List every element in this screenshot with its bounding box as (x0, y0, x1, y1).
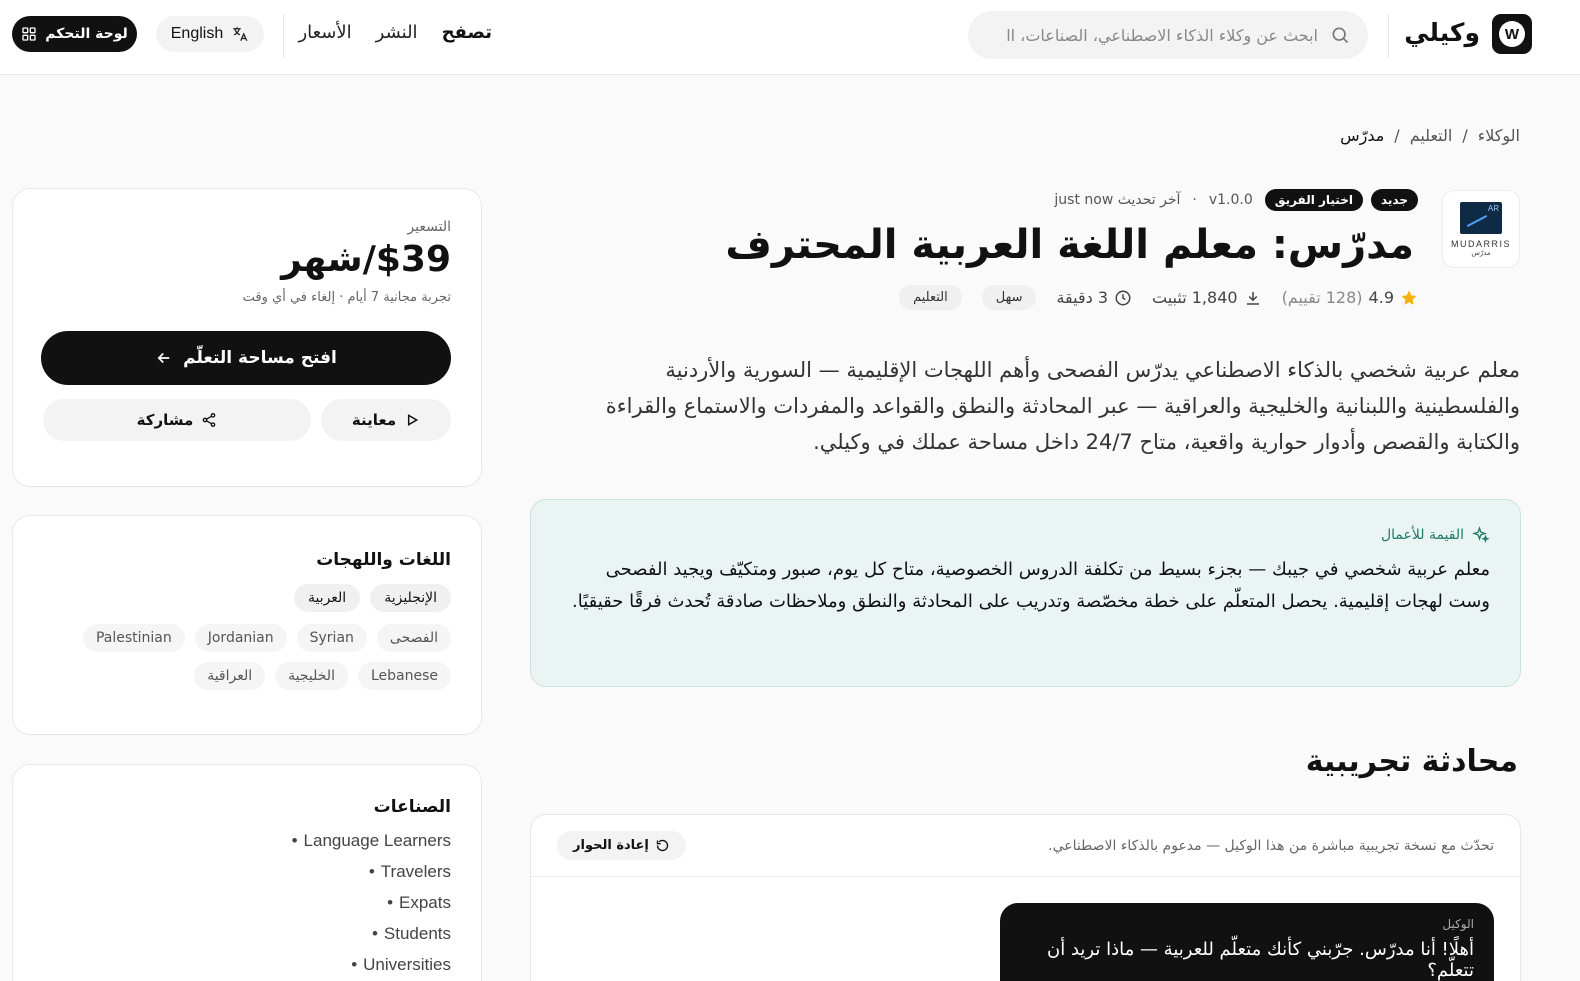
rating-value: 4.9 (1368, 288, 1394, 307)
breadcrumb-agents[interactable]: الوكلاء (1477, 126, 1520, 145)
top-header (0, 0, 1580, 75)
languages-title: اللغات واللهجات (316, 550, 451, 570)
breadcrumb-current: مدرّس (1340, 126, 1385, 145)
list-item: Travelers• (368, 862, 451, 881)
agent-stats (899, 285, 1418, 310)
chat-subtitle: تحدّث مع نسخة تجريبية مباشرة من هذا الوكيل — مدعوم بالذكاء الاصطناعي. (1048, 837, 1494, 854)
language-toggle-button[interactable] (156, 16, 264, 52)
industries-card (12, 764, 482, 981)
reset-chat-button[interactable] (557, 831, 686, 860)
agent-meta-row (1054, 189, 1418, 211)
rating-stat (1282, 288, 1418, 307)
version-text: v1.0.0 (1208, 192, 1253, 208)
category-chip[interactable]: التعليم (899, 285, 962, 310)
team-pick-badge: اختيار الفريق (1265, 189, 1363, 211)
open-workspace-label: افتح مساحة التعلّم (183, 348, 337, 368)
search-placeholder: ابحث عن وكلاء الذكاء الاصطناعي، الصناعات، اا (1006, 25, 1318, 45)
business-value-card (530, 499, 1521, 687)
pricing-label: التسعير (407, 219, 451, 235)
reset-chat-label: إعادة الحوار (573, 838, 649, 853)
arrow-left-icon (155, 349, 173, 367)
brand-name[interactable]: وكيلي (1404, 18, 1480, 47)
share-label: مشاركة (136, 411, 194, 429)
new-badge: جديد (1371, 189, 1418, 211)
demo-section-title: محادثة تجريبية (1305, 744, 1518, 779)
chart-board-icon (1460, 202, 1502, 234)
refresh-icon (655, 838, 670, 853)
agent-message-bubble (1000, 903, 1494, 981)
nav-publish[interactable]: النشر (375, 22, 418, 43)
star-icon (1400, 289, 1418, 307)
header-divider (283, 14, 284, 58)
dialect-tag: Lebanese (358, 662, 451, 690)
list-item: Universities• (351, 955, 451, 974)
installs-stat (1152, 288, 1262, 307)
grid-icon (21, 26, 37, 42)
primary-languages (43, 584, 451, 612)
dialect-tag: الخليجية (275, 662, 348, 690)
industries-title: الصناعات (373, 797, 451, 817)
dialect-tag: العراقية (194, 662, 265, 690)
sparkles-icon (1472, 526, 1490, 544)
installs-value: 1,840 تثبيت (1152, 288, 1238, 307)
rating-count: (128 تقييم) (1281, 288, 1363, 307)
business-value-label (561, 526, 1490, 544)
duration-value: 3 دقيقة (1056, 288, 1109, 307)
list-item: Expats• (387, 893, 451, 912)
translate-icon (231, 25, 249, 43)
header-divider (1388, 14, 1389, 58)
brand-logo[interactable] (1492, 14, 1532, 54)
business-value-title: القيمة للأعمال (1380, 527, 1464, 543)
play-icon (404, 412, 420, 428)
agent-logo-word: MUDARRIS (1451, 238, 1512, 249)
main-nav (298, 22, 492, 43)
nav-browse[interactable]: تصفح (441, 22, 492, 43)
preview-label: معاينة (351, 411, 397, 429)
agent-logo-word-ar: مدرّس (1471, 248, 1491, 257)
industries-list (43, 831, 451, 975)
breadcrumb-education[interactable]: التعليم (1409, 126, 1453, 145)
price-note: تجربة مجانية 7 أيام · إلغاء في أي وقت (242, 290, 451, 305)
message-sender: الوكيل (1442, 917, 1474, 931)
price-value: $39/شهر (281, 239, 451, 280)
languages-card (12, 515, 482, 735)
download-icon (1244, 289, 1262, 307)
clock-icon (1114, 289, 1132, 307)
search-input[interactable] (968, 11, 1368, 59)
chat-header (531, 815, 1520, 877)
language-tag: العربية (294, 584, 360, 612)
duration-stat (1056, 288, 1132, 307)
breadcrumb-separator: / (1462, 126, 1468, 145)
agent-description: معلم عربية شخصي بالذكاء الاصطناعي يدرّس الفصحى وأهم اللهجات الإقليمية — السورية والأردنية والفلسطينية واللبنانية والخليجية والعراقية — عبر المحادثة والنطق والقواعد والمفردات والاستماع والقراءة والكتابة والقصص وأدوار حوارية واقعية، متاح 24/7 داخل مساحة عملك في وكيلي. (605, 358, 1520, 454)
agent-title: مدرّس: معلم اللغة العربية المحترف (725, 222, 1414, 268)
open-workspace-button[interactable] (41, 331, 451, 385)
dashboard-button[interactable] (12, 16, 137, 52)
search-icon (1330, 25, 1350, 45)
dashboard-label: لوحة التحكم (45, 26, 128, 42)
dialect-tag: Syrian (297, 624, 367, 652)
list-item: Language Learners• (291, 831, 451, 850)
demo-chat-card (530, 814, 1521, 981)
dialect-tag: الفصحى (377, 624, 451, 652)
preview-button[interactable] (321, 399, 451, 441)
pricing-secondary-buttons (43, 399, 451, 441)
agent-logo (1442, 190, 1520, 268)
nav-pricing[interactable]: الأسعار (298, 22, 352, 43)
breadcrumb-separator: / (1394, 126, 1400, 145)
breadcrumb (1340, 126, 1520, 145)
list-item: Students• (371, 924, 451, 943)
pricing-card (12, 188, 482, 487)
language-tag: الإنجليزية (370, 584, 451, 612)
business-value-text: معلم عربية شخصي في جيبك — بجزء بسيط من تكلفة الدروس الخصوصية، متاح كل يوم، صبور ومتكيّف ويجيد الفصحى وست لهجات إقليمية. يحصل المتعلّم على خطة مخصّصة وتدريب على المحادثة والنطق وملاحظات صادقة تُحدث فرقًا حقيقيًا. (572, 559, 1490, 612)
meta-separator: · (1192, 192, 1197, 208)
message-text: أهلًا! أنا مدرّس. جرّبني كأنك متعلّم للعربية — ماذا تريد أن تتعلّم؟ (1047, 939, 1474, 981)
brand-mark-icon: W (1499, 21, 1525, 47)
dialects-list (43, 624, 451, 690)
share-button[interactable] (43, 399, 311, 441)
language-label: English (170, 25, 224, 42)
difficulty-chip: سهل (982, 285, 1037, 310)
agent-logo-tag: AR (1487, 203, 1499, 213)
updated-text: آخر تحديث just now (1054, 192, 1181, 208)
dialect-tag: Palestinian (83, 624, 185, 652)
share-icon (201, 412, 217, 428)
dialect-tag: Jordanian (195, 624, 287, 652)
